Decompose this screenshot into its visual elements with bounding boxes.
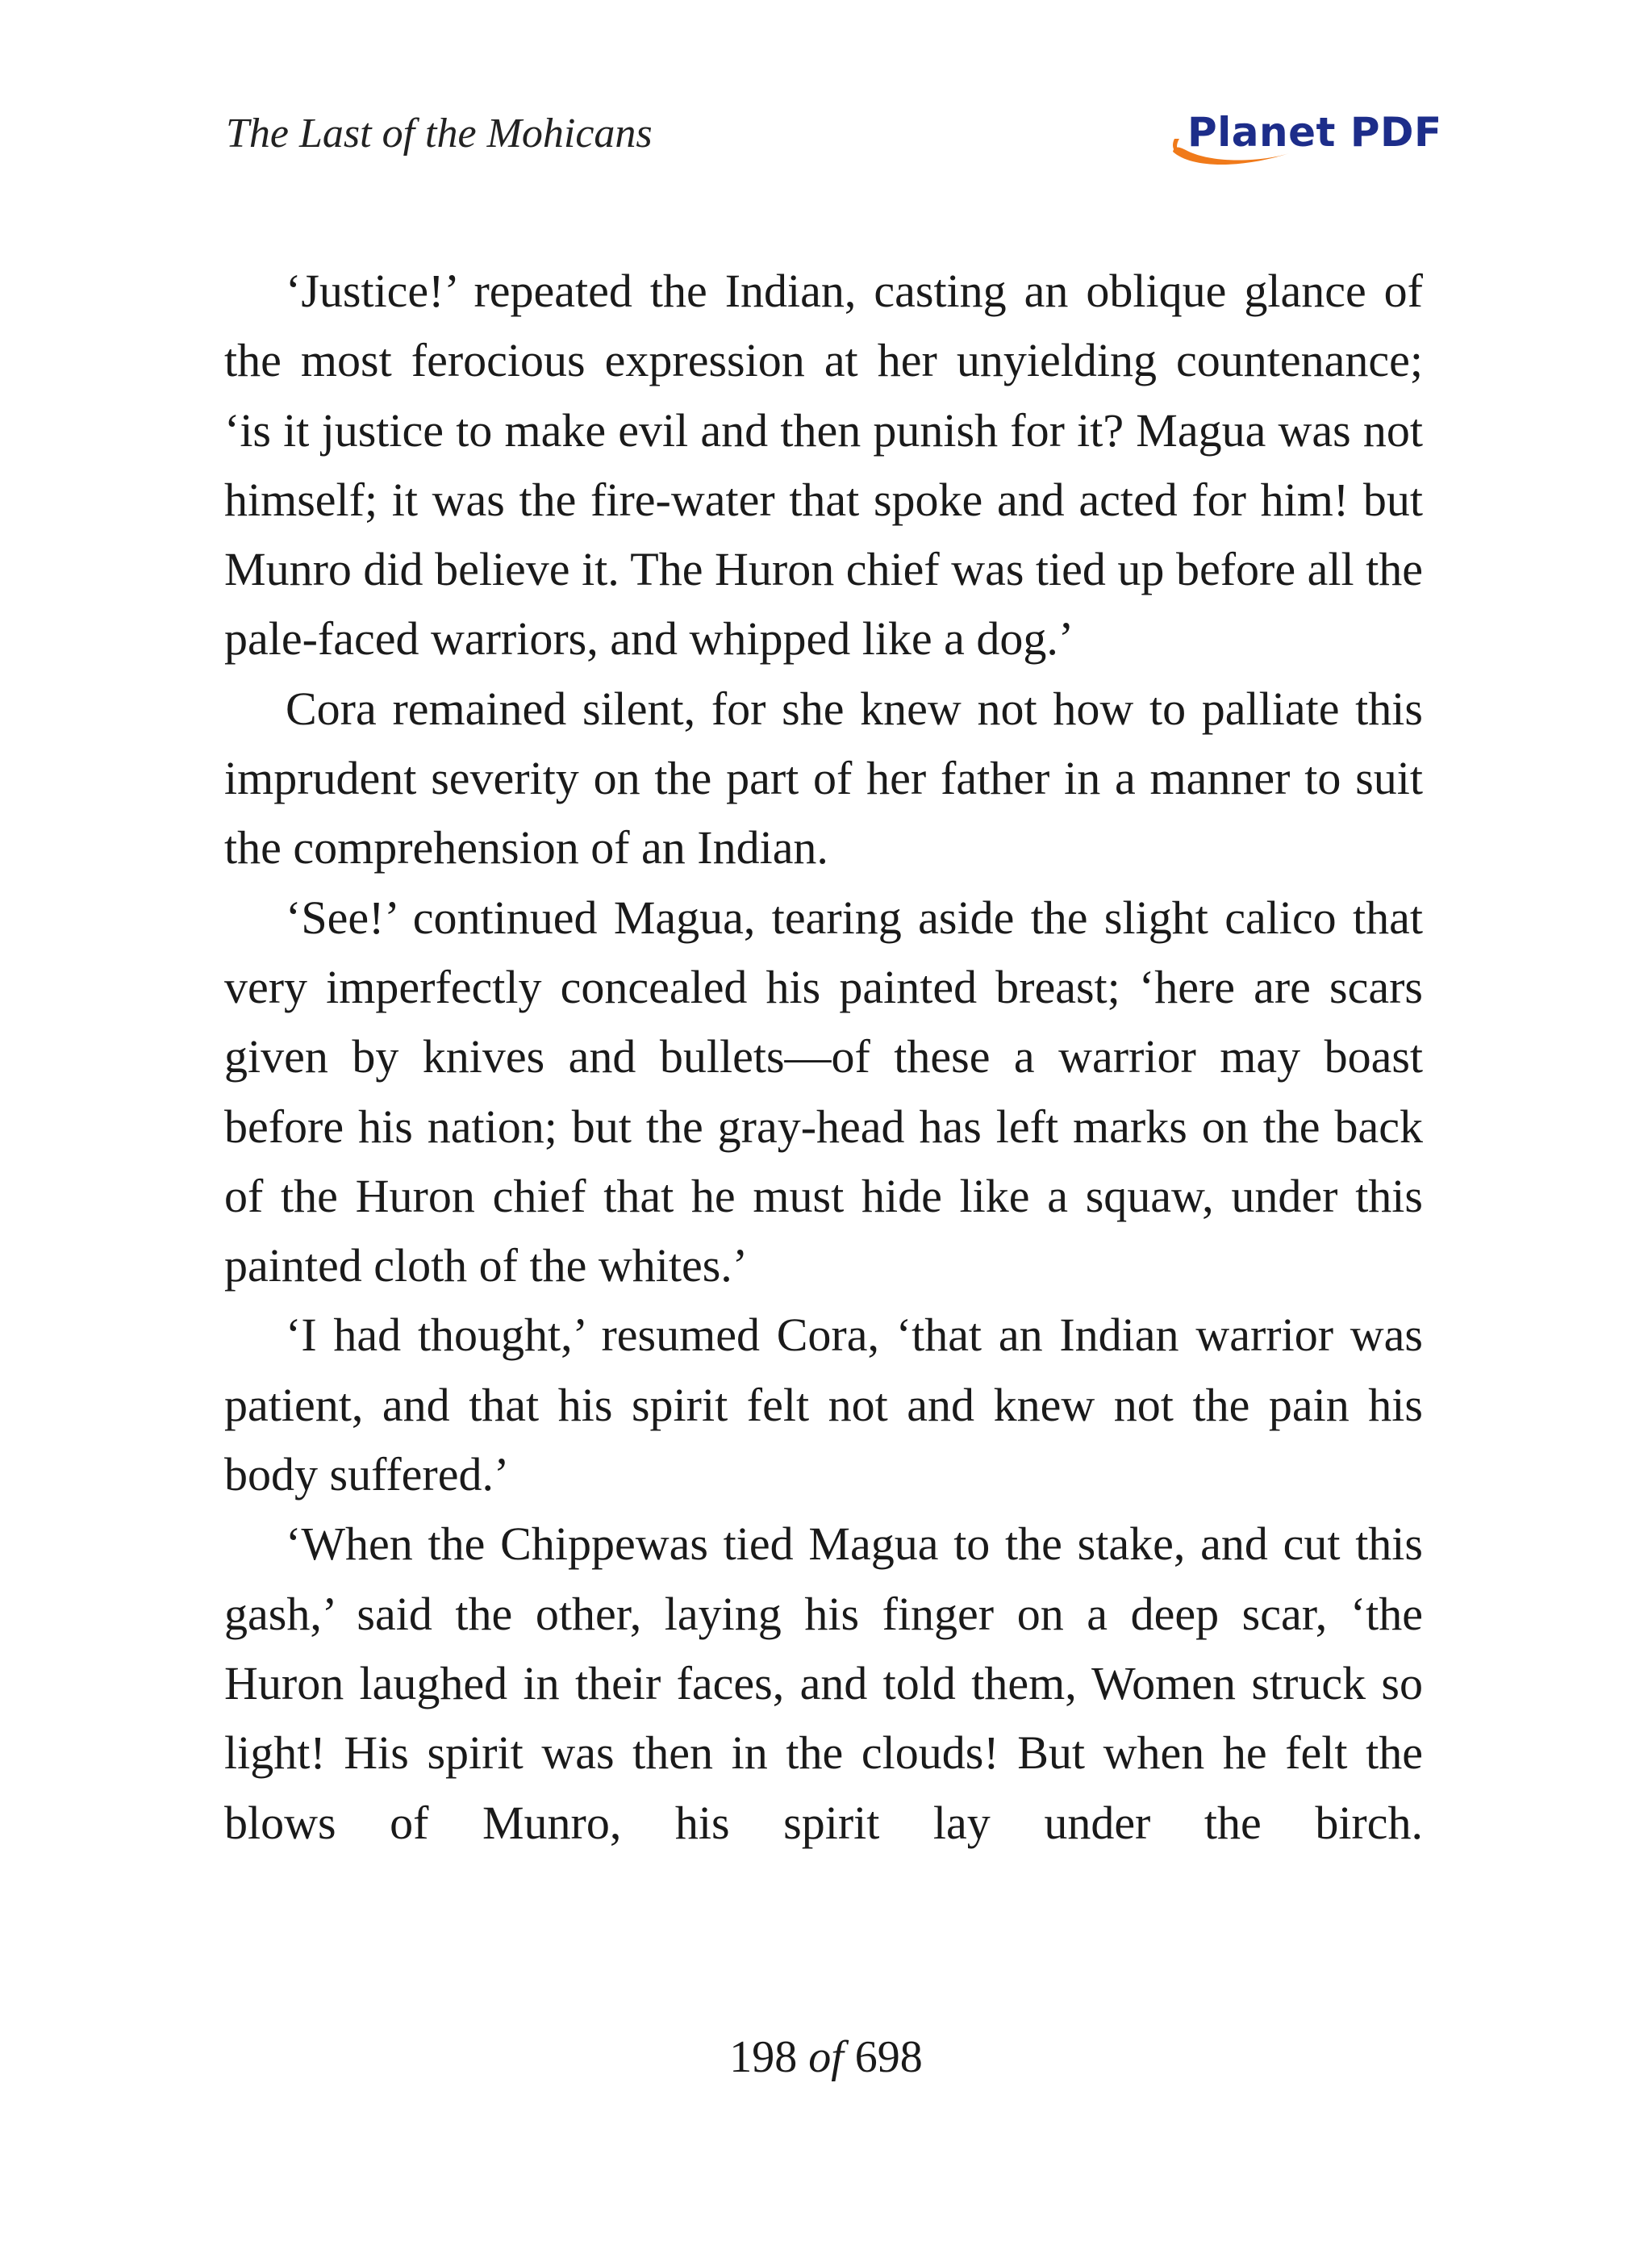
- logo-text: Planet PDF: [1187, 109, 1442, 156]
- paragraph: ‘Justice!’ repeated the Indian, casting an oblique glance of the most ferocious expression at her unyielding countenance; ‘is it justice to make evil and then punish for it? Magua was not himself; it was the fire-water that spoke and acted for him! but Munro did believe it. The Huron chief was tied up before all the pale-faced warriors, and whipped like a dog.’: [224, 265, 1423, 666]
- page-of-label: of: [808, 2032, 844, 2082]
- planet-pdf-logo: [1168, 103, 1442, 168]
- paragraph: ‘I had thought,’ resumed Cora, ‘that an Indian warrior was patient, and that his spirit felt not and knew not the pain his body suffered.’: [224, 1309, 1423, 1501]
- page-number: [0, 2028, 1652, 2086]
- paragraph: ‘When the Chippewas tied Magua to the stake, and cut this gash,’ said the other, laying his finger on a deep scar, ‘the Huron laughed in their faces, and told them, Women struck so light! His spirit was then in the clouds! But when he felt the blows of Munro, his spirit lay under the birch.: [224, 1517, 1423, 1849]
- body-text: [224, 257, 1423, 1858]
- current-page-number: 198: [729, 2032, 798, 2082]
- paragraph: ‘See!’ continued Magua, tearing aside the slight calico that very imperfectly concealed his painted breast; ‘here are scars given by knives and bullets—of these a warrior may boast before his nation; but the gray-head has left marks on the back of the Huron chief that he must hide like a squaw, under this painted cloth of the whites.’: [224, 891, 1423, 1292]
- running-header-title: The Last of the Mohicans: [226, 111, 653, 157]
- total-page-count: 698: [854, 2032, 923, 2082]
- paragraph: Cora remained silent, for she knew not how to palliate this imprudent severity on the part of her father in a manner to suit the comprehension of an Indian.: [224, 682, 1423, 874]
